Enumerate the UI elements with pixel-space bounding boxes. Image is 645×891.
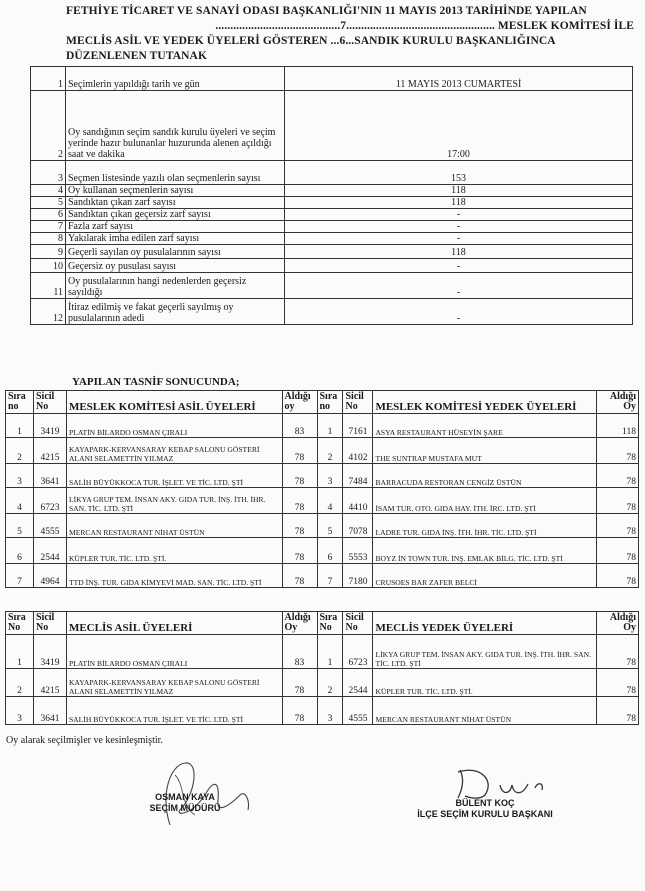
minutes-no: 7 [31,221,66,233]
minutes-value: - [285,273,633,299]
minutes-row [31,185,633,197]
minutes-value: 11 MAYIS 2013 CUMARTESİ [285,67,633,91]
signer-title-left: SEÇİM MÜDÜRÜ [149,803,221,813]
result-row [6,514,639,538]
col-sicil-2: Sicil No [343,391,373,414]
main-member-name: LİKYA GRUP TEM. İNSAN AKY. GIDA TUR. İNŞ. İTH. İHR. SAN. TİC. LTD. ŞTİ [66,488,282,514]
substitute-member-name: LİKYA GRUP TEM. İNSAN AKY. GIDA TUR. İNŞ. İTH. İHR. SAN. TİC. LTD. ŞTİ [373,635,597,669]
minutes-no: 4 [31,185,66,197]
substitute-votes: 118 [596,414,638,438]
minutes-item: Geçersiz oy pusulası sayısı [66,259,285,273]
main-rank: 2 [6,438,34,464]
substitute-votes: 78 [596,514,638,538]
substitute-rank: 1 [317,635,343,669]
main-votes: 78 [282,438,317,464]
election-minutes-table [30,66,633,325]
minutes-no: 8 [31,233,66,245]
col-sicil-2: Sicil No [343,612,373,635]
minutes-value: - [285,221,633,233]
main-votes: 78 [282,464,317,488]
substitute-member-name: ASYA RESTAURANT HÜSEYİN ŞARE [373,414,597,438]
minutes-item: Seçimlerin yapıldığı tarih ve gün [66,67,285,91]
substitute-registry-no: 7078 [343,514,373,538]
minutes-row [31,233,633,245]
col-sira-2: Sıra no [317,391,343,414]
minutes-item: Oy sandığının seçim sandık kurulu üyeleri ve seçim yerinde hazır bulunanlar huzurunda alenen açıldığı saat ve dakika [66,91,285,161]
substitute-registry-no: 4410 [343,488,373,514]
substitute-rank: 1 [317,414,343,438]
col-votes-2: Aldığı Oy [596,612,638,635]
minutes-no: 11 [31,273,66,299]
main-registry-no: 3419 [33,414,66,438]
substitute-registry-no: 7484 [343,464,373,488]
main-member-name: KAYAPARK-KERVANSARAY KEBAP SALONU GÖSTERİ ALANI SELAMETTİN YILMAZ [66,669,282,697]
main-registry-no: 2544 [33,538,66,564]
minutes-value: - [285,209,633,221]
result-row [6,697,639,725]
col-sicil: Sicil No [33,612,66,635]
col-sicil: Sicil No [33,391,66,414]
main-rank: 3 [6,464,34,488]
main-rank: 3 [6,697,34,725]
main-rank: 2 [6,669,34,697]
substitute-member-name: BARRACUDA RESTORAN CENGİZ ÜSTÜN [373,464,597,488]
result-row [6,538,639,564]
minutes-value: 118 [285,185,633,197]
committee-results-table [5,390,639,588]
col-council-main: MECLİS ASİL ÜYELERİ [66,612,282,635]
main-registry-no: 3641 [33,697,66,725]
minutes-row [31,197,633,209]
minutes-row [31,161,633,185]
col-sira: Sıra No [6,612,34,635]
substitute-votes: 78 [596,438,638,464]
substitute-member-name: CRUSOES BAR ZAFER BELCİ [373,564,597,588]
main-rank: 5 [6,514,34,538]
col-council-substitute: MECLİS YEDEK ÜYELERİ [373,612,597,635]
tally-title: YAPILAN TASNİF SONUCUNDA; [72,376,240,388]
main-rank: 7 [6,564,34,588]
col-committee-substitute: MESLEK KOMİTESİ YEDEK ÜYELERİ [373,391,597,414]
substitute-rank: 5 [317,514,343,538]
minutes-item: Oy pusulalarının hangi nedenlerden geçersiz sayıldığı [66,273,285,299]
substitute-rank: 4 [317,488,343,514]
result-row [6,464,639,488]
minutes-value: - [285,299,633,325]
substitute-votes: 78 [596,538,638,564]
minutes-no: 2 [31,91,66,161]
minutes-row [31,259,633,273]
substitute-registry-no: 6723 [343,635,373,669]
minutes-no: 5 [31,197,66,209]
main-member-name: SALİH BÜYÜKKOCA TUR. İŞLET. VE TİC. LTD. ŞTİ [66,464,282,488]
substitute-rank: 6 [317,538,343,564]
minutes-row [31,91,633,161]
result-row [6,438,639,464]
col-votes: Aldığı Oy [282,612,317,635]
main-votes: 78 [282,564,317,588]
minutes-row [31,209,633,221]
result-row [6,669,639,697]
main-votes: 78 [282,697,317,725]
substitute-votes: 78 [596,669,638,697]
committee-header-row [6,391,639,414]
main-registry-no: 4964 [33,564,66,588]
main-member-name: KÜPLER TUR. TİC. LTD. ŞTİ. [66,538,282,564]
header-line-4: DÜZENLENEN TUTANAK [66,50,207,62]
minutes-no: 3 [31,161,66,185]
minutes-no: 1 [31,67,66,91]
minutes-value: - [285,233,633,245]
main-rank: 1 [6,414,34,438]
minutes-row [31,221,633,233]
minutes-item: Sandıktan çıkan geçersiz zarf sayısı [66,209,285,221]
substitute-rank: 3 [317,464,343,488]
substitute-registry-no: 7161 [343,414,373,438]
main-rank: 4 [6,488,34,514]
main-registry-no: 4215 [33,438,66,464]
substitute-registry-no: 4102 [343,438,373,464]
minutes-item: Sandıktan çıkan zarf sayısı [66,197,285,209]
substitute-registry-no: 4555 [343,697,373,725]
col-sira: Sıra no [6,391,34,414]
substitute-registry-no: 2544 [343,669,373,697]
substitute-member-name: MERCAN RESTAURANT NİHAT ÜSTÜN [373,697,597,725]
minutes-item: Yakılarak imha edilen zarf sayısı [66,233,285,245]
minutes-value: - [285,259,633,273]
main-votes: 83 [282,635,317,669]
signer-title-right: İLÇE SEÇİM KURULU BAŞKANI [417,809,553,819]
result-row [6,635,639,669]
main-member-name: PLATİN BİLARDO OSMAN ÇIRALI [66,635,282,669]
minutes-value: 118 [285,197,633,209]
minutes-item: Geçerli sayılan oy pusulalarının sayısı [66,245,285,259]
substitute-votes: 78 [596,464,638,488]
minutes-item: İtiraz edilmiş ve fakat geçerli sayılmış oy pusulalarının adedi [66,299,285,325]
minutes-value: 153 [285,161,633,185]
main-votes: 78 [282,538,317,564]
minutes-no: 9 [31,245,66,259]
main-votes: 78 [282,514,317,538]
minutes-item: Fazla zarf sayısı [66,221,285,233]
main-member-name: MERCAN RESTAURANT NİHAT ÜSTÜN [66,514,282,538]
col-sira-2: Sıra No [317,612,343,635]
signer-name-left: OSMAN KAYA [155,792,215,802]
council-header-row [6,612,639,635]
main-member-name: TTD İNŞ. TUR. GIDA KİMYEVİ MAD. SAN. TİC. LTD. ŞTİ [66,564,282,588]
substitute-votes: 78 [596,697,638,725]
result-row [6,564,639,588]
minutes-value: 118 [285,245,633,259]
result-row [6,488,639,514]
col-votes: Aldığı oy [282,391,317,414]
minutes-no: 12 [31,299,66,325]
result-row [6,414,639,438]
col-votes-2: Aldığı Oy [596,391,638,414]
main-votes: 83 [282,414,317,438]
main-rank: 1 [6,635,34,669]
substitute-rank: 7 [317,564,343,588]
main-votes: 78 [282,488,317,514]
main-member-name: PLATİN BİLARDO OSMAN ÇIRALI [66,414,282,438]
main-registry-no: 6723 [33,488,66,514]
signer-name-right: BÜLENT KOÇ [455,798,515,808]
minutes-no: 10 [31,259,66,273]
substitute-member-name: KÜPLER TUR. TİC. LTD. ŞTİ. [373,669,597,697]
substitute-rank: 2 [317,669,343,697]
minutes-item: Oy kullanan seçmenlerin sayısı [66,185,285,197]
substitute-registry-no: 5553 [343,538,373,564]
substitute-rank: 3 [317,697,343,725]
document-header [66,4,636,64]
substitute-votes: 78 [596,635,638,669]
minutes-row [31,67,633,91]
main-member-name: SALİH BÜYÜKKOCA TUR. İŞLET. VE TİC. LTD. ŞTİ [66,697,282,725]
substitute-votes: 78 [596,564,638,588]
substitute-votes: 78 [596,488,638,514]
substitute-rank: 2 [317,438,343,464]
substitute-member-name: İSAM TUR. OTO. GIDA HAY. İTH. İRC. LTD. ŞTİ [373,488,597,514]
header-line-3: MECLİS ASİL VE YEDEK ÜYELERİ GÖSTEREN ...6...SANDIK KURULU BAŞKANLIĞINCA [66,35,556,47]
council-results-table [5,611,639,725]
minutes-item: Seçmen listesinde yazılı olan seçmenlerin sayısı [66,161,285,185]
signature-block-left [120,792,250,814]
header-line-1: FETHİYE TİCARET VE SANAYİ ODASI BAŞKANLIĞI'NIN 11 MAYIS 2013 TARİHİNDE YAPILAN [66,5,587,17]
header-line-2: ..........................................7.................................................. MESLEK KOMİTESİ İLE [215,20,634,32]
closing-statement: Oy alarak seçilmişler ve kesinleşmiştir. [6,735,163,746]
main-member-name: KAYAPARK-KERVANSARAY KEBAP SALONU GÖSTERİ ALANI SELAMETTİN YILMAZ [66,438,282,464]
substitute-member-name: LADRE TUR. GIDA İNŞ. İTH. İHR. TİC. LTD. ŞTİ [373,514,597,538]
minutes-row [31,245,633,259]
minutes-row [31,299,633,325]
main-registry-no: 3419 [33,635,66,669]
signature-block-right [390,798,580,820]
main-registry-no: 4215 [33,669,66,697]
col-committee-main: MESLEK KOMİTESİ ASİL ÜYELERİ [66,391,282,414]
substitute-registry-no: 7180 [343,564,373,588]
main-rank: 6 [6,538,34,564]
main-registry-no: 3641 [33,464,66,488]
main-registry-no: 4555 [33,514,66,538]
substitute-member-name: BOYZ İN TOWN TUR. İNŞ. EMLAK BİLG. TİC. LTD. ŞTİ [373,538,597,564]
substitute-member-name: THE SUNTRAP MUSTAFA MUT [373,438,597,464]
main-votes: 78 [282,669,317,697]
minutes-value: 17:00 [285,91,633,161]
minutes-no: 6 [31,209,66,221]
minutes-row [31,273,633,299]
